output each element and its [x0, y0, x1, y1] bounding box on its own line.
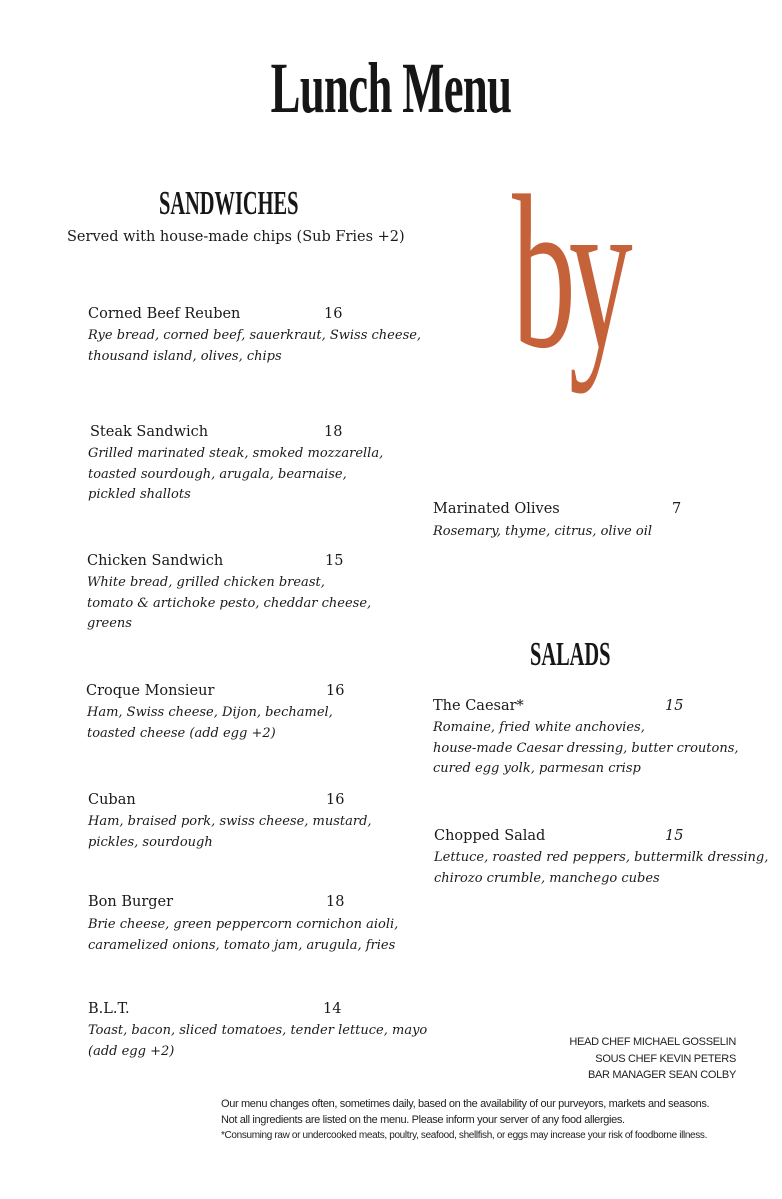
item-name: The Caesar*: [433, 698, 524, 714]
staff-line: BAR MANAGER SEAN COLBY: [587, 1069, 736, 1081]
item-name: Cuban: [88, 792, 136, 808]
item-name: Chopped Salad: [434, 828, 546, 844]
item-price: 16: [326, 792, 345, 808]
item-desc-line: Rye bread, corned beef, sauerkraut, Swiss cheese,: [88, 328, 422, 343]
item-name: Croque Monsieur: [86, 683, 215, 699]
staff-line: SOUS CHEF KEVIN PETERS: [595, 1052, 736, 1065]
item-price: 14: [323, 1001, 342, 1017]
item-desc-line: Romaine, fried white anchovies,: [433, 720, 645, 735]
item-desc-line: Toast, bacon, sliced tomatoes, tender lettuce, mayo: [88, 1023, 428, 1038]
item-desc-line: pickles, sourdough: [88, 834, 213, 850]
item-desc-line: Rosemary, thyme, citrus, olive oil: [433, 524, 653, 539]
item-price: 16: [326, 683, 345, 699]
item-price: 18: [324, 424, 343, 440]
staff-credits: [569, 1034, 736, 1084]
staff-line: HEAD CHEF MICHAEL GOSSELIN: [569, 1036, 736, 1048]
item-desc-line: greens: [87, 616, 132, 631]
restaurant-logo: by: [512, 150, 626, 394]
item-desc-line: White bread, grilled chicken breast,: [87, 575, 325, 590]
item-name: B.L.T.: [88, 1001, 130, 1017]
item-price: 15: [665, 698, 684, 714]
sandwiches-heading: SANDWICHES: [159, 185, 299, 222]
item-desc-line: thousand island, olives, chips: [88, 348, 282, 364]
item-price: 7: [672, 501, 682, 517]
item-desc-line: Ham, Swiss cheese, Dijon, bechamel,: [87, 705, 333, 720]
item-desc-line: (add egg +2): [88, 1043, 175, 1059]
item-desc-line: Brie cheese, green peppercorn cornichon aioli,: [88, 917, 399, 932]
item-price: 18: [326, 894, 345, 910]
item-desc-line: cured egg yolk, parmesan crisp: [433, 761, 641, 776]
item-desc-line: chirozo crumble, manchego cubes: [434, 870, 660, 886]
item-desc-line: Grilled marinated steak, smoked mozzarella,: [88, 446, 384, 461]
item-name: Bon Burger: [88, 894, 174, 910]
item-desc-line: toasted cheese (add egg +2): [87, 725, 276, 741]
page-title: Lunch Menu: [270, 48, 512, 128]
menu-notice: Our menu changes often, sometimes daily, based on the availability of our purveyors, markets and seasons.: [221, 1098, 710, 1110]
item-name: Marinated Olives: [433, 501, 560, 517]
sandwiches-subtitle: Served with house-made chips (Sub Fries +2): [67, 229, 405, 245]
item-price: 15: [665, 828, 684, 844]
salads-heading: SALADS: [530, 636, 611, 673]
item-name: Chicken Sandwich: [87, 553, 224, 569]
item-desc-line: Ham, braised pork, swiss cheese, mustard,: [88, 814, 372, 829]
allergy-notice: Not all ingredients are listed on the menu. Please inform your server of any food allergies.: [221, 1114, 625, 1126]
item-price: 16: [324, 306, 343, 322]
item-desc-line: house-made Caesar dressing, butter croutons,: [433, 740, 739, 756]
footer-notes: [221, 1096, 709, 1144]
item-desc-line: caramelized onions, tomato jam, arugula, fries: [88, 937, 396, 953]
consumption-warning: *Consuming raw or undercooked meats, poultry, seafood, shellfish, or eggs may increase your risk of foodborne illness.: [221, 1130, 708, 1141]
item-desc-line: pickled shallots: [88, 487, 191, 502]
item-name: Steak Sandwich: [90, 424, 209, 440]
item-price: 15: [325, 553, 344, 569]
item-name: Corned Beef Reuben: [88, 306, 241, 322]
item-desc-line: toasted sourdough, arugala, bearnaise,: [88, 466, 347, 482]
item-desc-line: Lettuce, roasted red peppers, buttermilk dressing,: [434, 850, 769, 865]
item-desc-line: tomato & artichoke pesto, cheddar cheese,: [87, 595, 372, 611]
